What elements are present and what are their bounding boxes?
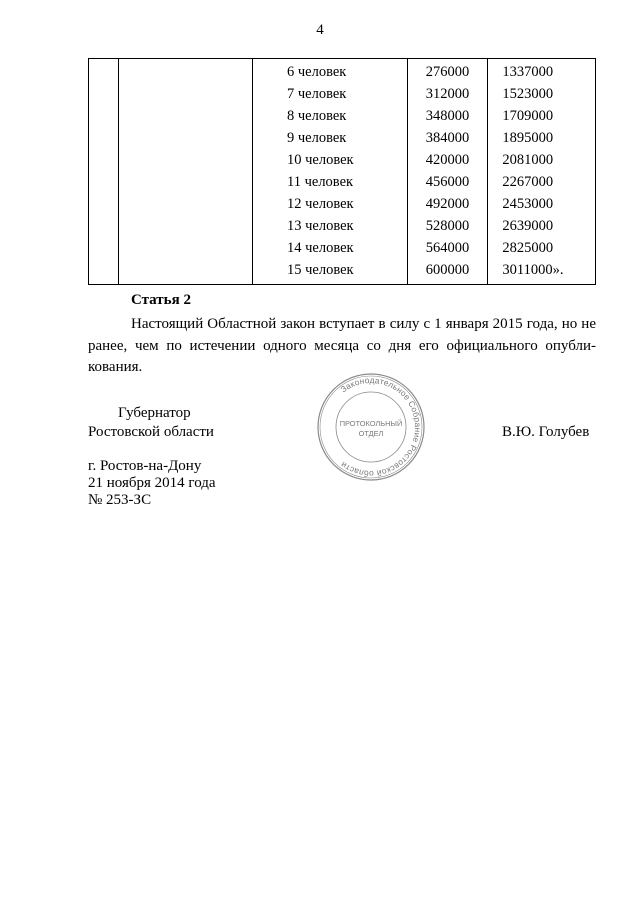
table-cell-empty xyxy=(89,83,119,105)
date: 21 ноября 2014 года xyxy=(88,475,216,491)
table-cell-empty xyxy=(89,193,119,215)
table-cell-empty xyxy=(118,59,252,84)
place-date-block xyxy=(88,458,216,509)
total-cell: 1709000 xyxy=(488,105,596,127)
people-count-cell: 12 человек xyxy=(253,193,408,215)
table-cell-empty xyxy=(118,83,252,105)
table-cell-empty xyxy=(118,259,252,285)
people-count-cell: 11 человек xyxy=(253,171,408,193)
table-cell-empty xyxy=(118,127,252,149)
page-number: 4 xyxy=(316,22,324,38)
amount-cell: 276000 xyxy=(407,59,488,84)
table-row xyxy=(89,83,596,105)
amount-cell: 384000 xyxy=(407,127,488,149)
amount-cell: 528000 xyxy=(407,215,488,237)
law-number: № 253-ЗС xyxy=(88,492,152,508)
table-cell-empty xyxy=(118,171,252,193)
table-row xyxy=(89,127,596,149)
total-cell: 1337000 xyxy=(488,59,596,84)
total-cell: 1895000 xyxy=(488,127,596,149)
total-cell: 1523000 xyxy=(488,83,596,105)
total-cell: 2453000 xyxy=(488,193,596,215)
table-cell-empty xyxy=(89,59,119,84)
table-row xyxy=(89,171,596,193)
table-cell-empty xyxy=(118,237,252,259)
table-cell-empty xyxy=(89,105,119,127)
amount-cell: 600000 xyxy=(407,259,488,285)
stamp-ring-text: Законодательное Собрание Ростовской области xyxy=(338,374,424,480)
table-cell-empty xyxy=(89,171,119,193)
governor-region: Ростовской области xyxy=(88,424,214,440)
city: г. Ростов-на-Дону xyxy=(88,458,202,474)
table-cell-empty xyxy=(118,105,252,127)
table-cell-empty xyxy=(89,237,119,259)
people-count-cell: 7 человек xyxy=(253,83,408,105)
total-cell: 2267000 xyxy=(488,171,596,193)
table-row xyxy=(89,237,596,259)
official-stamp xyxy=(316,372,426,482)
table-row xyxy=(89,215,596,237)
people-count-cell: 6 человек xyxy=(253,59,408,84)
total-cell: 3011000». xyxy=(488,259,596,285)
table-cell-empty xyxy=(118,215,252,237)
amount-cell: 492000 xyxy=(407,193,488,215)
table-cell-empty xyxy=(89,215,119,237)
people-count-cell: 14 человек xyxy=(253,237,408,259)
table-row xyxy=(89,149,596,171)
amount-cell: 420000 xyxy=(407,149,488,171)
table-row xyxy=(89,59,596,84)
governor-title: Губернатор xyxy=(118,405,191,421)
people-count-cell: 9 человек xyxy=(253,127,408,149)
table-row xyxy=(89,105,596,127)
amount-cell: 564000 xyxy=(407,237,488,259)
people-count-cell: 13 человек xyxy=(253,215,408,237)
people-count-cell: 10 человек xyxy=(253,149,408,171)
amount-cell: 312000 xyxy=(407,83,488,105)
people-count-cell: 15 человек xyxy=(253,259,408,285)
table-cell-empty xyxy=(89,259,119,285)
stamp-center-line1: ПРОТОКОЛЬНЫЙ xyxy=(339,419,403,428)
table-cell-empty xyxy=(89,149,119,171)
table-row xyxy=(89,193,596,215)
amount-cell: 348000 xyxy=(407,105,488,127)
article-heading: Статья 2 xyxy=(131,292,191,308)
people-count-cell: 8 человек xyxy=(253,105,408,127)
stamp-center-line2: ОТДЕЛ xyxy=(358,429,384,438)
table-row xyxy=(89,259,596,285)
total-cell: 2825000 xyxy=(488,237,596,259)
total-cell: 2639000 xyxy=(488,215,596,237)
table-cell-empty xyxy=(118,149,252,171)
payment-table xyxy=(88,58,596,285)
governor-name: В.Ю. Голубев xyxy=(502,424,590,440)
article-text: Настоящий Областной закон вступает в силу с 1 января 2015 года, но не ранее, чем по истечении одного месяца со дня его официального опубли-кования. xyxy=(88,316,596,375)
table-cell-empty xyxy=(118,193,252,215)
amount-cell: 456000 xyxy=(407,171,488,193)
table-cell-empty xyxy=(89,127,119,149)
total-cell: 2081000 xyxy=(488,149,596,171)
